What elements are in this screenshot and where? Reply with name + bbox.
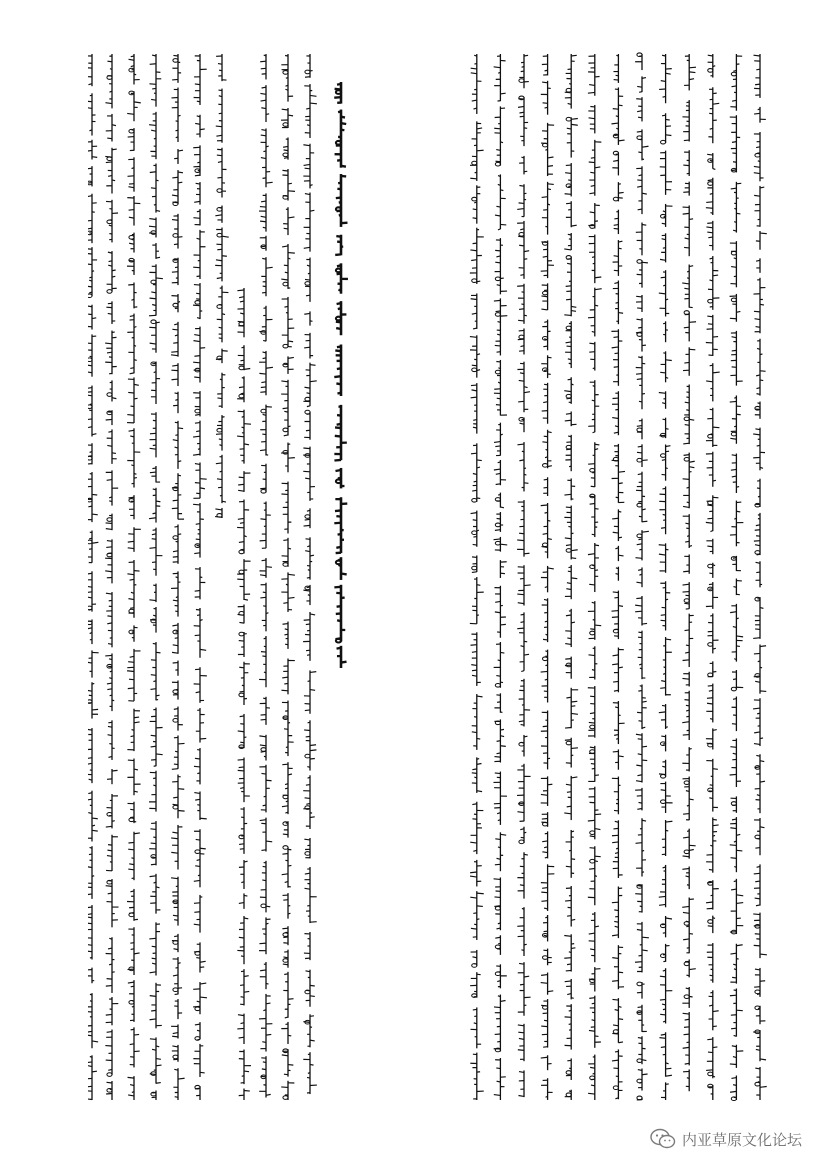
script-column xyxy=(215,54,229,518)
script-column xyxy=(564,54,578,1100)
script-column xyxy=(303,54,317,1094)
watermark-text: 内亚草原文化论坛 xyxy=(681,1130,802,1149)
script-column xyxy=(493,54,507,1100)
text-columns xyxy=(88,48,768,1108)
script-column xyxy=(127,54,141,1100)
script-column xyxy=(470,54,484,1100)
script-column xyxy=(193,54,207,1100)
script-column xyxy=(259,54,273,1098)
script-column xyxy=(635,53,649,1100)
script-column xyxy=(730,54,744,1100)
section-heading xyxy=(330,80,352,670)
script-column xyxy=(88,54,99,1100)
script-column xyxy=(517,54,531,1097)
script-column xyxy=(171,54,185,1100)
watermark xyxy=(650,1125,802,1153)
script-column xyxy=(753,54,767,1100)
script-column xyxy=(541,54,555,1100)
script-column xyxy=(281,54,295,1100)
script-column xyxy=(611,54,625,1099)
script-column xyxy=(588,54,602,1100)
mongolian-body-text xyxy=(88,48,768,1108)
script-column xyxy=(682,54,696,1091)
script-column xyxy=(105,54,118,1100)
script-column xyxy=(149,54,163,1100)
script-column xyxy=(334,82,348,668)
script-column xyxy=(237,288,251,1100)
script-column xyxy=(659,54,673,1100)
script-column xyxy=(706,54,720,1100)
wechat-icon xyxy=(650,1128,676,1150)
